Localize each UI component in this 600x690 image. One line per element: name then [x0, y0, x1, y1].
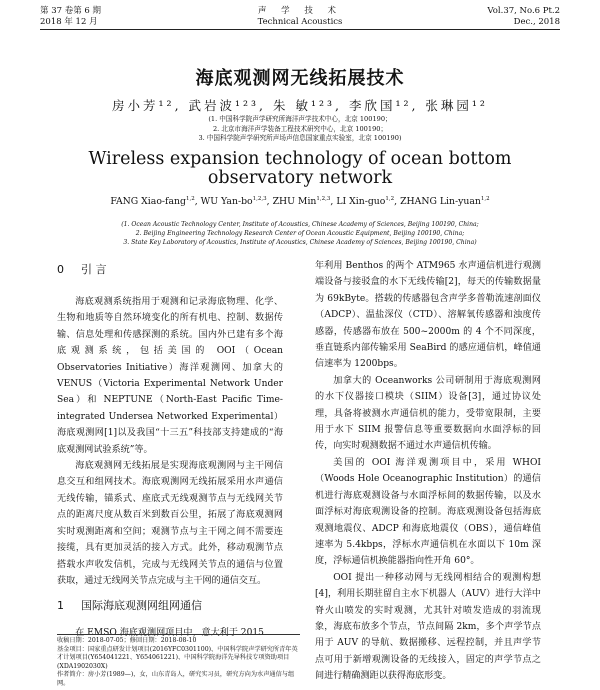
footnote-line: 收稿日期：2018-07-05；修回日期：2018-08-10	[57, 637, 197, 644]
body-paragraph: OOI 提出一种移动网与无线网相结合的观测构想[4]，利用长期驻留自主水下机器人（AUV）进行大洋中脊火山喷发的实时观测，尤其针对喷发造成的羽流现象，海底布放多个节点，节点间隔 2km，多个声学节点用于 AUV 的导航、数据搬移、远程控制，并且声学节点可用于新增观测设备的无线接入，固定的声学节点之间进行精确测距以获得海底形变。	[315, 572, 541, 682]
paper-title-en: Wireless expansion technology of ocean bottom observatory network	[88, 149, 512, 188]
section-heading-networking: 1 国际海底观测网组网通信	[57, 599, 202, 613]
journal-name-en: Technical Acoustics	[257, 17, 343, 27]
header-right	[487, 6, 560, 28]
section-heading-introduction: 0 引 言	[57, 263, 107, 276]
author-en: WU Yan-bo$^{1,2,3}$,	[200, 196, 273, 208]
affiliation-en-line: 3. State Key Laboratory of Acoustics, Institute of Acoustics, Chinese Academy of Sciences, Beijing 100190, China)	[123, 238, 477, 246]
volume-issue: 第 37 卷第 6 期	[40, 6, 102, 16]
left-column	[57, 258, 283, 642]
affiliation-cn-line: (1. 中国科学院声学研究所海洋声学技术中心，北京 100190；	[208, 115, 392, 123]
affiliations-en	[50, 221, 550, 247]
body-paragraph: 加拿大的 Oceanworks 公司研制用于海底观测网的水下仪器接口模块（SIIM）设备[3]，通过协议处理，具备将被测水声通信机的能力，受带宽限制，主要用于水下 SIIM 报警信息等重要数据向水面浮标的回传，向实时观测数据不通过水声通信机传输。	[315, 375, 541, 452]
header-center	[40, 6, 560, 28]
affiliation-en-line: 2. Beijing Engineering Technology Research Center of Ocean Acoustic Equipment, Beijing 100190, China;	[135, 229, 465, 237]
volume-issue-en: Vol.37, No.6 Pt.2	[487, 6, 560, 16]
affiliation-cn-line: 2. 北京市海洋声学装备工程技术研究中心，北京 100190；	[212, 124, 388, 133]
authors-cn: 房小芳¹², 武岩波¹²³, 朱 敏¹²³, 李欣国¹², 张琳园¹²	[112, 98, 488, 113]
right-column	[315, 258, 541, 685]
affiliation-cn-line: 3. 中国科学院声学研究所声场声信息国家重点实验室，北京 100190)	[198, 134, 402, 143]
affiliation-en-line: (1. Ocean Acoustic Technology Center, Institute of Acoustics, Chinese Academy of Sciences, Beijing 100190, China;	[121, 221, 479, 228]
issue-date: 2018 年 12 月	[40, 17, 98, 27]
body-paragraph: 海底观测系统指用于观测和记录海底物理、化学、生物和地质等自然环境变化的所有机电、控制、数据传输、信息处理和传感探测的系统。国内外已建有多个海底观测系统，包括美国的 OOI（Ocean Observatories Initiative）海洋观测网、加拿大的 VENUS（Victoria Experimental Network Under Sea）和 NEPTUNE（North-East Pacific Time-integrated Undersea Networked Experimental）海底观测网[1]以及我国“十三五”科技部支持建成的“海底观测网试验系统”等。	[57, 297, 283, 455]
affiliations-cn	[0, 115, 600, 144]
body-paragraph: 在 EMSO 海底观测网项目中，意大利于 2015	[75, 628, 264, 639]
header-rule	[40, 29, 560, 30]
author-en: ZHU Min$^{1,2,3}$,	[272, 196, 337, 208]
author-en: FANG Xiao-fang$^{1,2}$,	[110, 196, 201, 208]
journal-name-cn: 声 学 技 术	[257, 6, 343, 16]
footnote-line: 基金项目：国家重点研发计划项目(2016YFC0301100)、中国科学院声学研究所青年英才计划项目(Y654041221、Y654061221)、中国科学院海洋先导科技专项资助项目(XDA1902030X)	[57, 645, 298, 670]
body-paragraph: 海底观测网无线拓展是实现海底观测网与主干网信息交互和组网技术。海底观测网无线拓展采用水声通信无线传输，锚系式、座底式无线观测节点与无线网关节点的距离尺度从数百米到数百公里，拓展了海底观测网实时观测距离和空间；观测节点与主干网之间不需要连接缆，具有更加灵活的接入方式。此外，移动观测节点搭载水声收发信机，完成与无线网关节点的通信与位置获取，通过无线网关节点完成与主干网的通信交互。	[57, 461, 283, 586]
body-paragraph: 美国的 OOI 海洋观测项目中，采用 WHOI（Woods Hole Oceanographic Institution）的通信机进行海底观测设备与水面浮标间的数据传输，以及水面浮标对海底观测设备的控制。海底观测设备包括海底观测地震仪、ADCP 和海底地震仪（OBS），通信峰值速率为 5.4kbps，浮标水声通信机在水面以下 10m 深度，浮标通信机换能器指向性开角 60°。	[315, 457, 541, 567]
issue-date-en: Dec., 2018	[513, 17, 560, 27]
authors-en	[0, 196, 600, 207]
paper-title-cn: 海底观测网无线拓展技术	[195, 68, 405, 89]
footnote	[57, 634, 300, 689]
author-en: LI Xin-guo$^{1,2}$,	[336, 196, 401, 208]
body-paragraph: 年利用 Benthos 的两个 ATM965 水声通信机进行观测端设备与接驳盒的水下无线传输[2]，每天的传输数据量为 69kByte。搭载的传感器包含声学多普勒流速剖面仪（ADCP）、温盐深仪（CTD）、溶解氧传感器和浊度传感器，传感器布放在 500~2000m 的 4 个不同深度，垂直链系内部传输采用 SeaBird 的感应通信机，峰值通信速率为 1200bps。	[315, 261, 541, 370]
footnote-line: 作者简介：房小芳(1989—)，女，山东青岛人，研究实习员，研究方向为水声通信与组网。	[57, 671, 295, 687]
author-en: ZHANG Lin-yuan$^{1,2}$	[400, 196, 490, 208]
